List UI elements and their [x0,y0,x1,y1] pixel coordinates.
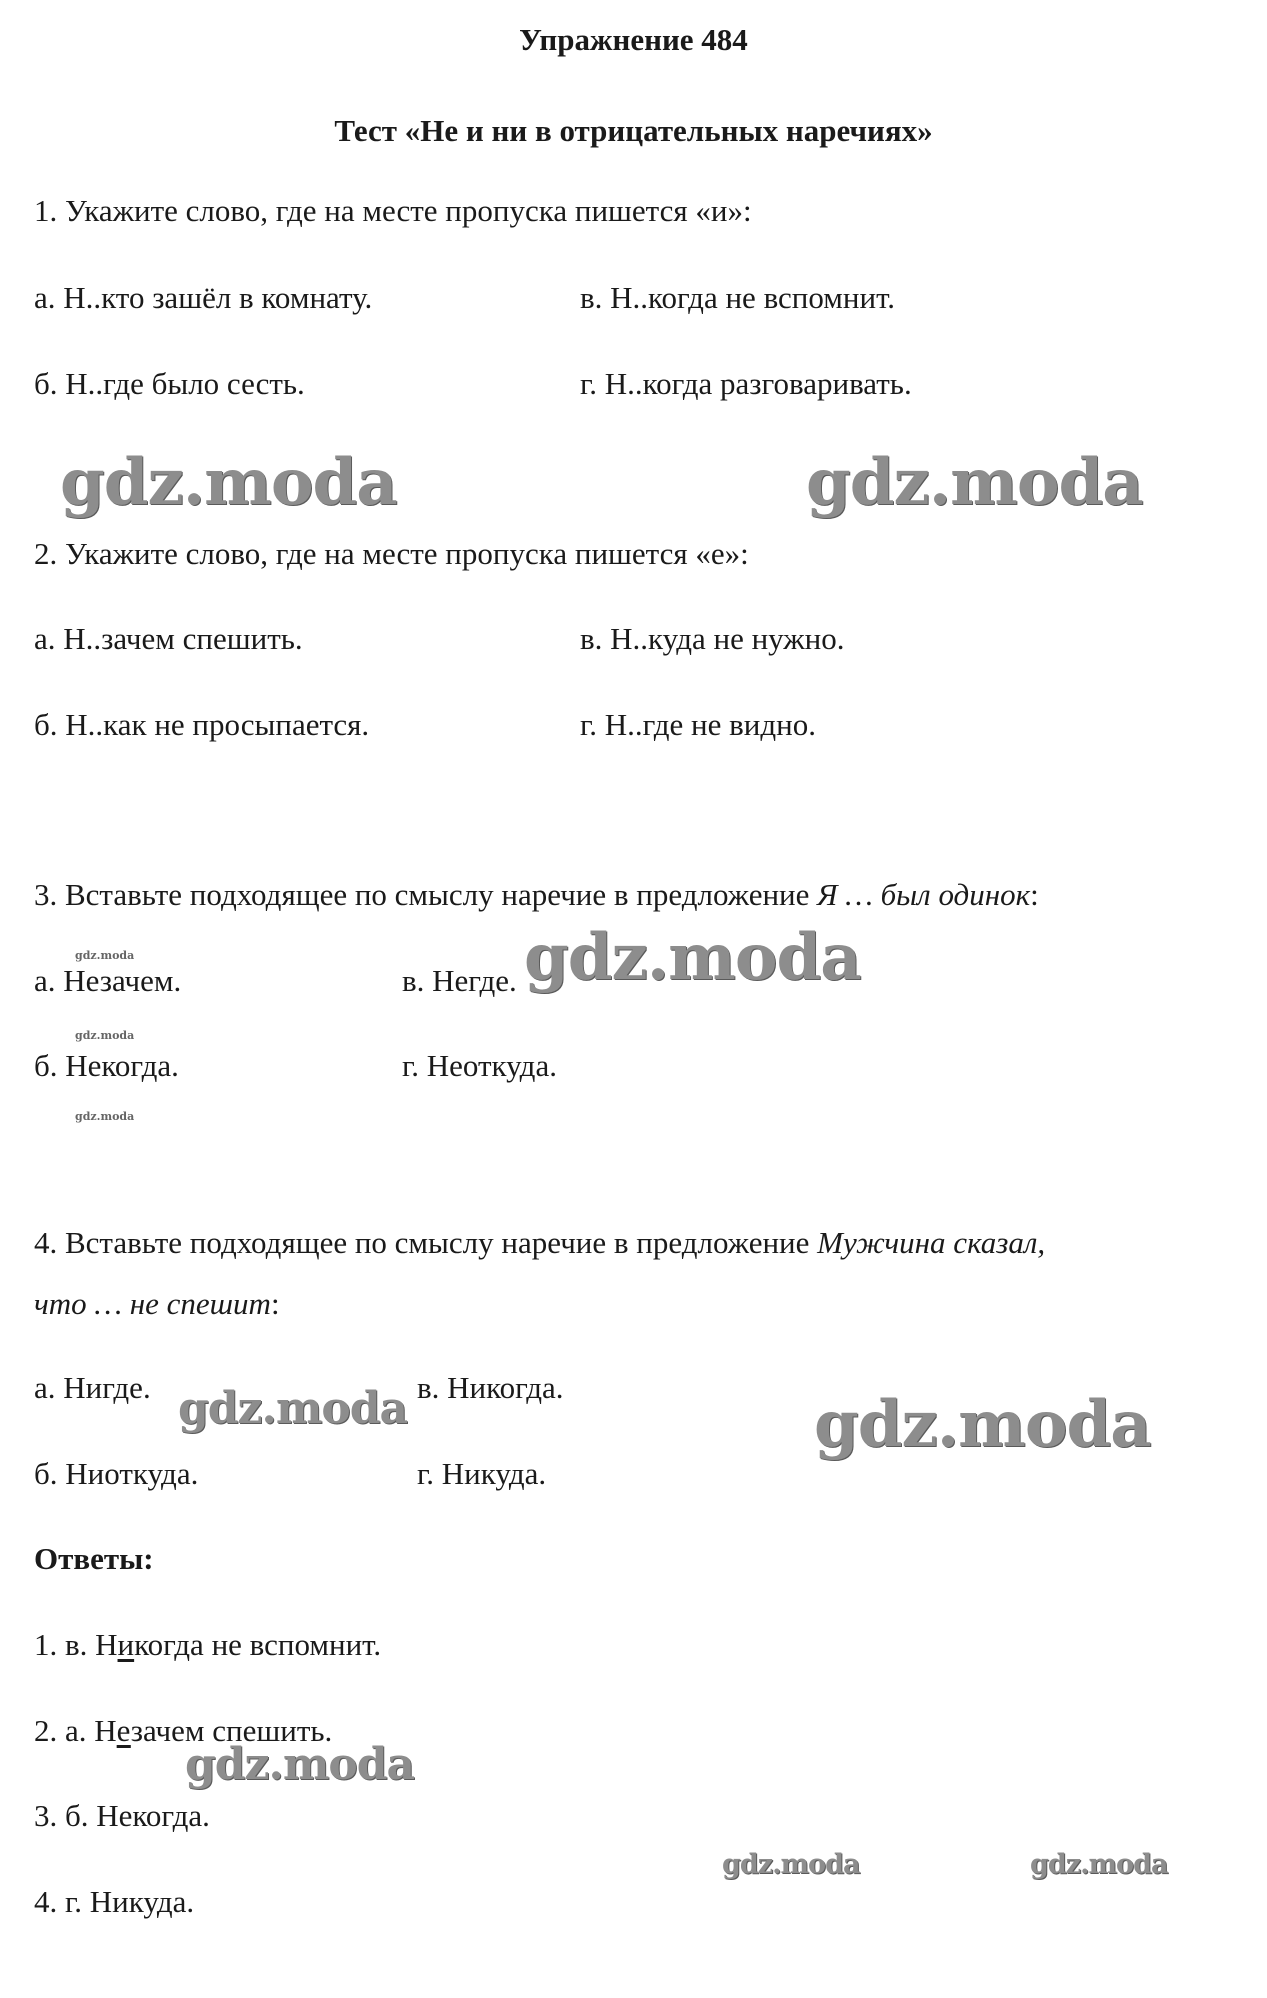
question-3 [34,877,1039,913]
watermark: gdz.moda [806,445,1143,520]
answer-1 [34,1627,381,1663]
q4-option-a: а. Нигде. [34,1370,151,1405]
q3-text: 3. Вставьте подходящее по смыслу наречие в предложение [34,877,818,912]
q4-colon: : [270,1286,280,1321]
answer-2-underlined-letter: е [116,1713,131,1748]
q2-option-v: в. Н..куда не нужно. [580,621,845,656]
q3-option-v: в. Негде. [402,963,517,998]
watermark: gdz.moda [178,1383,408,1434]
watermark: gdz.moda [60,445,397,520]
q1-option-b: б. Н..где было сесть. [34,366,305,401]
question-1: 1. Укажите слово, где на месте пропуска пишется «и»: [34,193,752,228]
q3-italic-sentence: Я … был одинок [817,877,1031,912]
q1-option-g: г. Н..когда разговаривать. [580,366,912,401]
watermark: gdz.moda [185,1739,415,1790]
answer-1-start: 1. в. Н [34,1627,118,1662]
q2-option-g: г. Н..где не видно. [580,707,816,742]
q3-colon: : [1030,877,1039,912]
q2-option-a: а. Н..зачем спешить. [34,621,303,656]
question-4-line-2 [34,1286,280,1322]
page-title: Упражнение 484 [519,22,748,57]
q2-option-b: б. Н..как не просыпается. [34,707,370,742]
watermark: gdz.moda [75,1110,135,1123]
answer-2-start: 2. а. Н [34,1713,117,1748]
watermark: gdz.moda [1030,1849,1168,1880]
q4-option-b: б. Ниоткуда. [34,1456,199,1491]
q4-text: 4. Вставьте подходящее по смыслу наречие в предложение [34,1225,818,1260]
watermark: gdz.moda [75,1029,135,1042]
q4-italic-sentence-1: Мужчина сказал, [817,1225,1046,1260]
watermark: gdz.moda [75,949,135,962]
answer-1-end: когда не вспомнит. [134,1627,382,1662]
q3-option-g: г. Неоткуда. [402,1048,557,1083]
answer-3: 3. б. Некогда. [34,1798,210,1833]
answers-heading: Ответы: [34,1541,154,1576]
question-2: 2. Укажите слово, где на месте пропуска пишется «е»: [34,536,749,571]
q4-italic-sentence-2: что … не спешит [34,1286,271,1321]
answer-2-end: зачем спешить. [130,1713,333,1748]
q3-option-b: б. Некогда. [34,1048,179,1083]
watermark: gdz.moda [814,1387,1151,1462]
q4-option-g: г. Никуда. [417,1456,547,1491]
q4-option-v: в. Никогда. [417,1370,564,1405]
watermark: gdz.moda [722,1849,860,1880]
answer-1-underlined-letter: и [117,1627,135,1662]
test-subtitle: Тест «Не и ни в отрицательных наречиях» [334,113,933,148]
q1-option-v: в. Н..когда не вспомнит. [580,280,896,315]
question-4 [34,1225,1045,1261]
q1-option-a: а. Н..кто зашёл в комнату. [34,280,373,315]
answer-4: 4. г. Никуда. [34,1884,195,1919]
watermark: gdz.moda [524,920,861,995]
q3-option-a: а. Незачем. [34,963,182,998]
